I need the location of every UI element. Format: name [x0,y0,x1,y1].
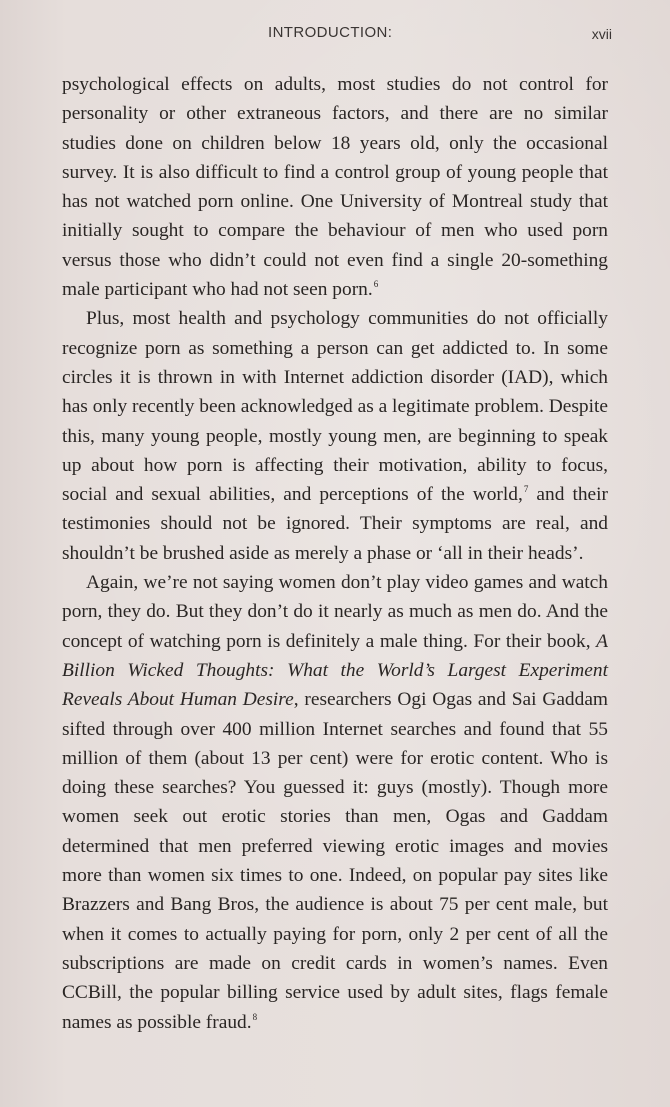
paragraph-1-text: psychological effects on adults, most studies do not control for personality or other extraneous factors, and there are no similar studies done on children below 18 years old, only the occasional survey. It is also difficult to find a control group of young people that has not watched porn online. One University of Montreal study that initially sought to compare the behaviour of men who used porn versus those who didn’t could not even find a single 20-something male participant who had not seen porn. [62,74,608,301]
body-text [62,70,608,1037]
page-number: xvii [591,26,612,42]
paragraph-2-text-b: and their testimonies should not be ignored. Their symptoms are real, and shouldn’t be brushed aside as merely a phase or ‘all in their heads’. [62,484,608,564]
paragraph-3-text-b: , researchers Ogi Ogas and Sai Gaddam sifted through over 400 million Internet searches and found that 55 million of them (about 13 per cent) were for erotic content. Who is doing these searches? You guessed it: guys (mostly). Though more women seek out erotic stories than men, Ogas and Gaddam determined that men preferred viewing erotic images and movies more than women six times to one. Indeed, on popular pay sites like Brazzers and Bang Bros, the audience is about 75 per cent male, but when it comes to actually paying for porn, only 2 per cent of all the subscriptions are made on credit cards in women’s names. Even CCBill, the popular billing service used by adult sites, flags female names as possible fraud. [62,689,609,1033]
footnote-ref-7: 7 [523,484,529,495]
footnote-ref-8: 8 [252,1011,258,1022]
paragraph-2 [62,304,608,568]
paragraph-3-text-a: Again, we’re not saying women don’t play video games and watch porn, they do. But they don’t do it nearly as much as men do. And the concept of watching porn is definitely a male thing. For their book, [62,572,608,652]
paragraph-2-text-a: Plus, most health and psychology communities do not officially recognize porn as something a person can get addicted to. In some circles it is thrown in with Internet addiction disorder (IAD), which has only recently been acknowledged as a legitimate problem. Despite this, many young people, mostly young men, are beginning to speak up about how porn is affecting their motivation, ability to focus, social and sexual abilities, and perceptions of the world, [62,308,608,506]
book-title: A Billion Wicked Thoughts: What the World’s Largest Experiment Reveals About Human Desire [62,630,608,711]
running-head: INTRODUCTION: [268,24,393,41]
paragraph-3 [62,568,608,1037]
footnote-ref-6: 6 [373,279,379,290]
paragraph-1 [62,70,608,304]
